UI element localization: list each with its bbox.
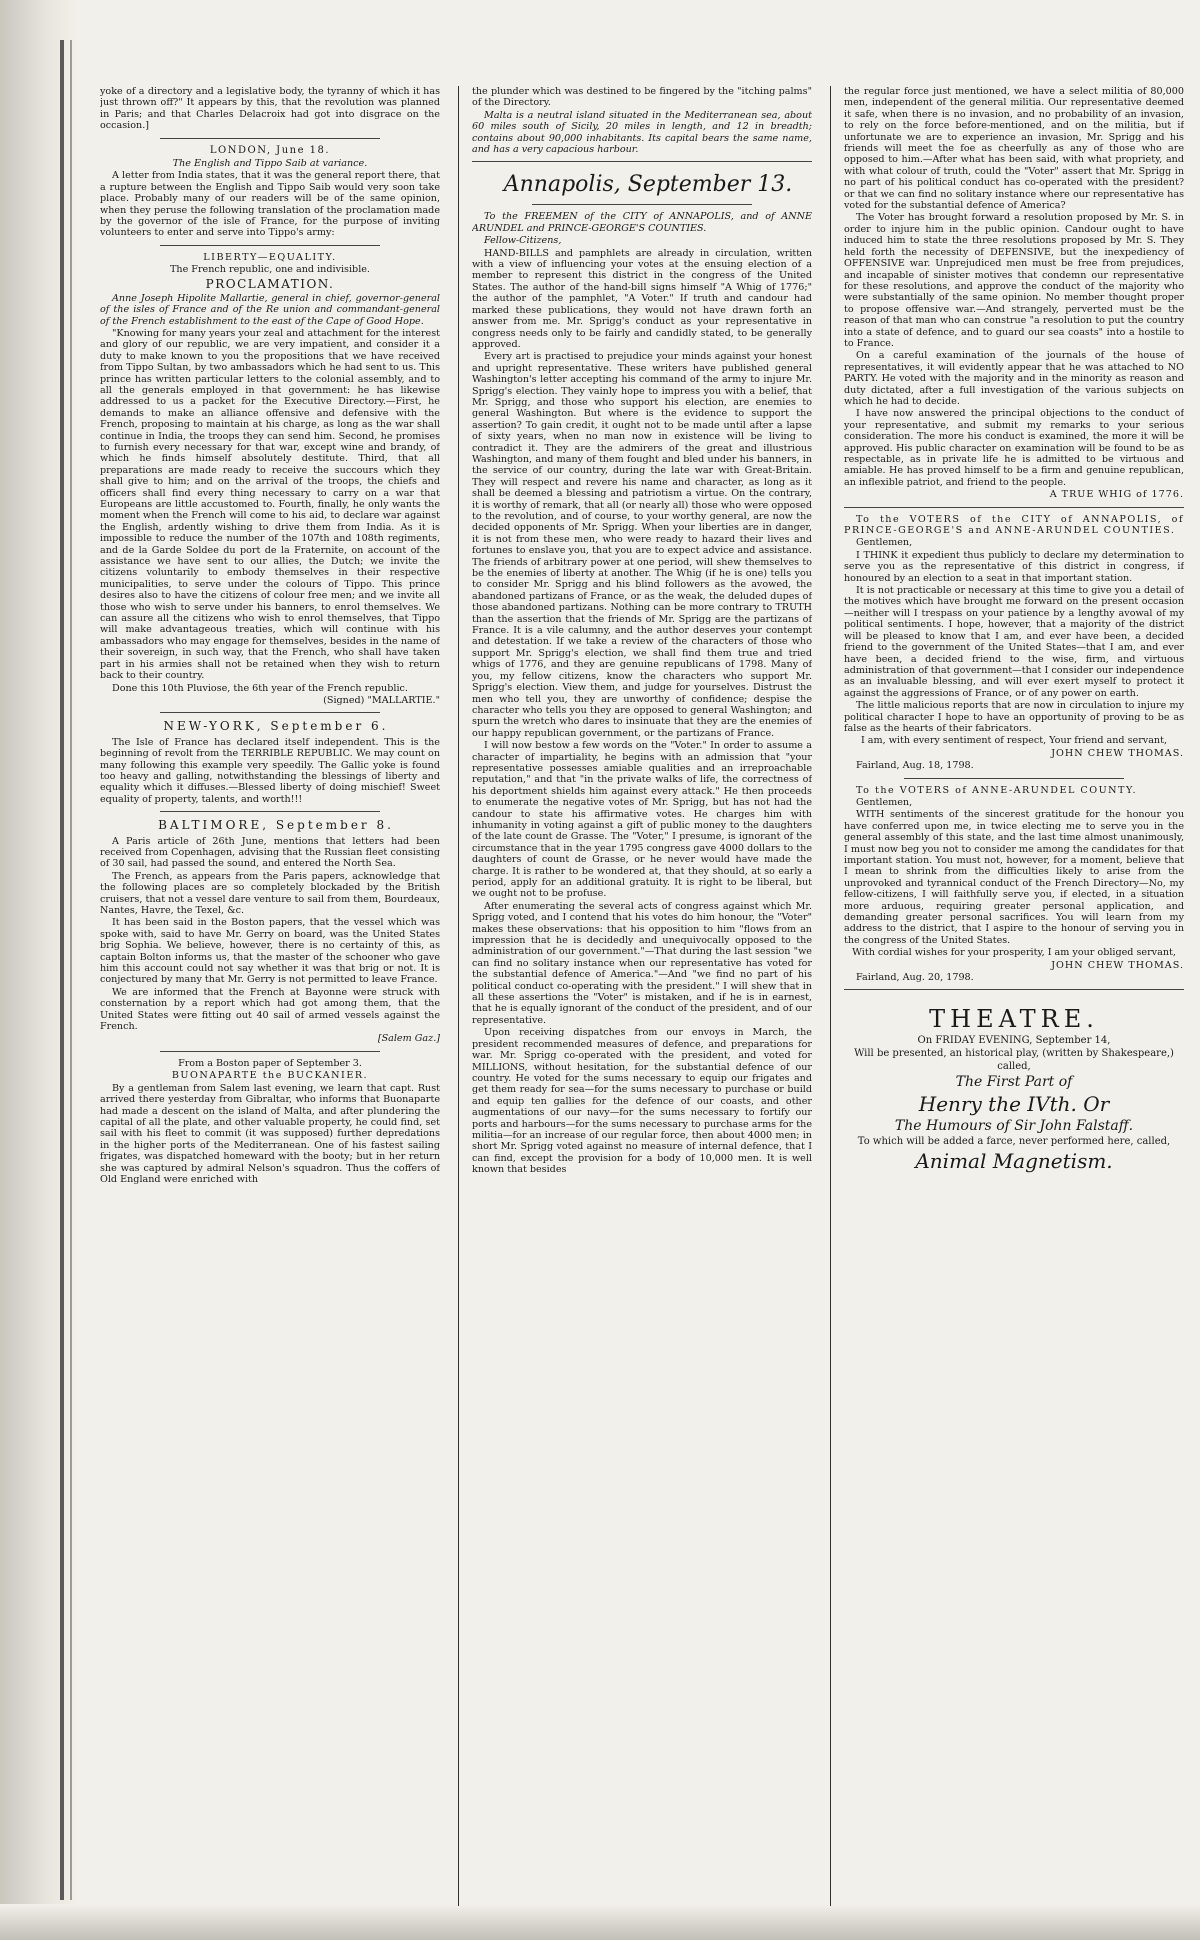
divider <box>844 507 1184 508</box>
subheading: BUONAPARTE the BUCKANIER. <box>171 1070 369 1082</box>
column-2 <box>472 86 812 1906</box>
newspaper-page <box>100 86 1184 1906</box>
signature: (Signed) "MALLARTIE." <box>323 694 440 706</box>
divider <box>472 161 812 162</box>
subheading: From a Boston paper of September 3. <box>178 1057 362 1069</box>
column-lead: yoke of a directory and a legislative body, the tyranny of which it has just thrown off?" It appears by this, that the revolution was planned in Paris; and that Charles Delacroix had got into disgrace on the occasion.] <box>100 86 440 132</box>
motto: LIBERTY—EQUALITY. <box>203 251 337 263</box>
column-rule <box>830 86 831 1906</box>
footnote: Malta is a neutral island situated in the Mediterranean sea, about 60 miles south of Sicily, 20 miles in length, and 12 in breadth; contains about 90,000 inhabitants. Its capital bears the same name, and has a very capacious harbour. <box>472 109 812 156</box>
divider <box>532 204 752 205</box>
paragraph: I THINK it expedient thus publicly to declare my determination to serve you as the representative of this district in congress, if honoured by an election to a seat in that important station. <box>844 549 1184 584</box>
dateline-london: LONDON, June 18. <box>209 144 331 156</box>
dateline-annapolis: Annapolis, September 13. <box>503 172 793 198</box>
paragraph: the regular force just mentioned, we have a select militia of 80,000 men, independent of the general militia. Our representative deemed it safe, when there is no invasion, and no probability of an invasion, to rely on the force before-mentioned, and on the militia, but if unfortunate we are to experience an invasion, Mr. Sprigg and his friends will meet the foe as cheerfully as any of those who are opposed to him.—After what has been said, with what propriety, and with what colour of truth, could the "Voter" assert that Mr. Sprigg in no part of his political conduct has co-operated with the president? or that we can find no solitary instance where our representative has voted for the substantial defence of America? <box>844 86 1184 212</box>
theatre-line: The First Part of <box>955 1074 1073 1091</box>
source-credit: [Salem Gaz.] <box>377 1033 440 1045</box>
paragraph: The little malicious reports that are now in circulation to injure my political character I hope to have an opportunity of proving to be as false as the hearts of their fabricators. <box>844 700 1184 734</box>
subheading: The French republic, one and indivisible. <box>170 264 370 276</box>
column-3 <box>844 86 1184 1906</box>
paragraph: I have now answered the principal objections to the conduct of your representative, and submit my remarks to your serious consideration. The more his conduct is examined, the more it will be approved. His public character on examination will be found to be as respectable, as in private life he is admitted to be virtuous and amiable. He has proved himself to be a firm and genuine republican, an inflexible patriot, and friend to the people. <box>844 408 1184 488</box>
salutation: Gentlemen, <box>856 796 913 808</box>
paragraph: The Isle of France has declared itself independent. This is the beginning of revolt from the TERRIBLE REPUBLIC. We may count on many following this example very speedily. The Gallic yoke is found too heavy and galling, notwithstanding the blessings of liberty and equality which it diffuses.—Blessed liberty of doing mischief! Sweet equality of property, talents, and worth!!! <box>100 736 440 805</box>
closing: I am, with every sentiment of respect, Your friend and servant, <box>860 735 1168 747</box>
paragraph: WITH sentiments of the sincerest gratitude for the honour you have conferred upon me, in twice electing me to serve you in the general assembly of this state, and the last time almost unanimously, I must now beg you not to consider me among the candidates for that important station. You must not, however, for a moment, believe that I mean to shrink from the difficulties likely to arise from the unprovoked and tyrannical conduct of the French Directory—No, my fellow-citizens, I will faithfully serve you, if elected, in a situation more arduous, requiring greater personal application, and demanding greater personal sacrifices. You will learn from my address to the district, that I aspire to the honour of serving you in the congress of the United States. <box>844 809 1184 946</box>
divider <box>160 712 380 713</box>
signature: JOHN CHEW THOMAS. <box>1051 747 1184 759</box>
closing: With cordial wishes for your prosperity, I am your obliged servant, <box>852 947 1176 959</box>
paragraph: Done this 10th Pluviose, the 6th year of the French republic. <box>112 682 408 694</box>
binding-rule-inner <box>70 40 72 1900</box>
paragraph: A letter from India states, that it was the general report there, that a rupture between the English and Tippo Saib would very soon take place. Probably many of our readers will be of the same opinion, when they peruse the following translation of the proclamation made by the governor of the isle of France, for the purpose of inviting volunteers to enter and serve into Tippo's army: <box>100 170 440 239</box>
salutation: Fellow-Citizens, <box>484 235 562 247</box>
paragraph: We are informed that the French at Bayonne were struck with consternation by a report which had got among them, that the United States were fitting out 40 sail of armed vessels against the French. <box>100 986 440 1033</box>
column-rule <box>458 86 459 1906</box>
theatre-title: THEATRE. <box>929 1005 1099 1034</box>
play-subtitle: The Humours of Sir John Falstaff. <box>894 1118 1134 1135</box>
column-1 <box>100 86 440 1906</box>
paragraph: HAND-BILLS and pamphlets are already in circulation, written with a view of influencing your votes at the ensuing election of a member to represent this district in the congress of the United States. The author of the hand-bill signs himself "A Whig of 1776;" the author of the pamphlet, "A Voter." If truth and candour had marked these publications, they would not have drawn forth an answer from me. Mr. Sprigg's conduct as your representative in congress needs only to be fairly and candidly stated, to be generally approved. <box>472 247 812 350</box>
date-line: Fairland, Aug. 20, 1798. <box>856 972 974 984</box>
divider <box>160 138 380 139</box>
paragraph: Anne Joseph Hipolite Mallartie, general in chief, governor-general of the isles of France and of the Re union and commandant-general of the French establishment to the east of the Cape of Good Hope. <box>100 292 440 327</box>
column-lead: the plunder which was destined to be fingered by the "itching palms" of the Directory. <box>472 86 812 109</box>
divider <box>844 989 1184 990</box>
theatre-advertisement <box>844 998 1184 1180</box>
paragraph: The Voter has brought forward a resolution proposed by Mr. S. in order to injure him in the public opinion. Candour ought to have induced him to state the three resolutions proposed by Mr. S. They held forth the necessity of DEFENSIVE, but the inexpediency of OFFENSIVE war. Unprejudiced men must be free from prejudices, and incapable of sinister motives that condemn our representative for these resolutions, and approve the conduct of the majority who were substantially of the same opinion. No member thought proper to propose offensive war.—And strangely, perverted must be the reason of that man who can construe "a resolution to put the country into a state of defence, and to guard our sea coasts" into a hostile to to France. <box>844 212 1184 349</box>
divider <box>160 245 380 246</box>
subheading: The English and Tippo Saib at variance. <box>172 158 368 170</box>
paragraph: By a gentleman from Salem last evening, we learn that capt. Rust arrived there yesterday from Gibraltar, who informs that Buonaparte had made a descent on the island of Malta, and after plundering the capital of all the plate, and other valuable property, he could find, set sail with his fleet to commit (it was supposed) further depredations in the higher ports of the Mediterranean. One of his fastest sailing frigates, was dispatched homeward with the booty; but in her return she was captured by admiral Nelson's squadron. Thus the coffers of Old England were enriched with <box>100 1082 440 1185</box>
divider <box>160 811 380 812</box>
play-title: Henry the IVth. Or <box>918 1092 1110 1117</box>
paragraph: I will now bestow a few words on the "Voter." In order to assume a character of impartiality, he begins with an admission that "your representative possesses amiable qualities and an irreproachable reputation," and that "in the private walks of life, the correctness of his deportment shields him against every attack." He then proceeds to enumerate the negative votes of Mr. Sprigg, but has not had the candour to state his affirmative votes. He charges him with inhumanity in voting against a gift of public money to the daughters of the late count de Grasse. The "Voter," I presume, is ignorant of the circumstance that in the year 1795 congress gave 4000 dollars to the daughters of count de Grasse, or he never would have made the charge. It is rather to be wondered at, that they should, at so early a period, apply for an additional gratuity. It is right to be liberal, but we ought not to be profuse. <box>472 740 812 900</box>
scan-bottom-edge <box>0 1904 1200 1940</box>
proclamation-heading: PROCLAMATION. <box>205 276 335 291</box>
scan-left-edge <box>0 0 78 1940</box>
address-heading: To the VOTERS of the CITY of ANNAPOLIS, of PRINCE-GEORGE'S and ANNE-ARUNDEL COUNTIES. <box>844 513 1184 537</box>
paragraph: It is not practicable or necessary at this time to give you a detail of the motives which have brought me forward on the present occasion—neither will I trespass on your patience by a lengthy avowal of my political sentiments. I hope, however, that a majority of the district will be pleased to know that I am, and ever have been, a decided friend to the government of the United States—that I am, and ever have been, a decided friend to the wise, firm, and virtuous administration of that government—that I consider our independence as an invaluable blessing, and will ever exert myself to protect it against the aggressions of France, or of any power on earth. <box>844 585 1184 699</box>
theatre-line: To which will be added a farce, never performed here, called, <box>857 1136 1171 1148</box>
signature: JOHN CHEW THOMAS. <box>1051 959 1184 971</box>
paragraph: After enumerating the several acts of congress against which Mr. Sprigg voted, and I contend that his votes do him honour, the "Voter" makes these observations: that his opposition to him "flows from an impression that he is decidedly and unequivocally opposed to the administration of our government."—That during the last session "we can find no solitary instance when our representative has voted for the substantial defence of America."—And "we find no part of his political conduct co-operating with the president." I will shew that in all these assertions the "Voter" is mistaken, and if he is in earnest, that he is equally ignorant of the conduct of the president, and of our representative. <box>472 900 812 1026</box>
salutation: Gentlemen, <box>856 537 913 549</box>
address-heading: To the FREEMEN of the CITY of ANNAPOLIS, and of ANNE ARUNDEL and PRINCE-GEORGE'S COUNTIES. <box>472 211 812 234</box>
paragraph: "Knowing for many years your zeal and attachment for the interest and glory of our republic, we are very impatient, and consider it a duty to make known to you the propositions that we have received from Tippo Sultan, by two ambassadors which he had sent to us. This prince has written particular letters to the colonial assembly, and to all the generals employed in that government: he has likewise addressed to us a packet for the Executive Directory.—First, he demands to make an alliance offensive and defensive with the French, proposing to maintain at his charge, as long as the war shall continue in India, the troops they can send him. Second, he promises to furnish every necessary for that war, except wine and brandy, of which he finds himself absolutely destitute. Third, that all preparations are made ready to receive the succours which they shall give to him; and on the arrival of the troops, the chiefs and officers shall find every thing necessary to carry on a war that Europeans are little accustomed to. Fourth, finally, he only wants the moment when the French will come to his aid, to declare war against the English, ardently wishing to drive them from India. As it is impossible to reduce the number of the 107th and 108th regiments, and de la Garde Soldee du port de la Fraternite, on account of the assistance we have sent to our allies, the Dutch; we invite the citizens voluntarily to embody themselves in their respective municipalities, to serve under the colours of Tippo. This prince desires also to have the citizens of colour free men; and we invite all those who wish to serve under his banners, to enrol themselves. We can assure all the citizens who wish to enrol themselves, that Tippo will make advantageous treaties, which will continue with his ambassadors who may engage for themselves, besides in the name of their sovereign, in such way, that the French, who shall have taken part in his armies shall not be retained when they wish to return back to their country. <box>100 327 440 682</box>
address-heading: To the VOTERS of ANNE-ARUNDEL COUNTY. <box>856 784 1138 796</box>
paragraph: It has been said in the Boston papers, that the vessel which was spoke with, said to have Mr. Gerry on board, was the United States brig Sophia. We believe, however, there is no certainty of this, as captain Bolton informs us, that the master of the schooner who gave him this account could not say whether it was that brig or not. It is conjectured by many that Mr. Gerry is not permitted to leave France. <box>100 917 440 986</box>
signature: A TRUE WHIG of 1776. <box>1049 489 1184 501</box>
divider <box>160 1051 380 1052</box>
dateline-new-york: NEW-YORK, September 6. <box>163 719 389 734</box>
paragraph: A Paris article of 26th June, mentions that letters had been received from Copenhagen, advising that the Russian fleet consisting of 30 sail, had passed the sound, and entered the North Sea. <box>100 835 440 870</box>
paragraph: The French, as appears from the Paris papers, acknowledge that the following places are so completely blockaded by the British cruisers, that not a vessel dare venture to sail from them, Bourdeaux, Nantes, Havre, the Texel, &c. <box>100 870 440 916</box>
divider <box>904 778 1124 779</box>
farce-title: Animal Magnetism. <box>915 1149 1113 1174</box>
dateline-baltimore: BALTIMORE, September 8. <box>158 818 394 833</box>
theatre-line: Will be presented, an historical play, (written by Shakespeare,) called, <box>854 1048 1174 1073</box>
paragraph: Upon receiving dispatches from our envoys in March, the president recommended measures of defence, and preparations for war. Mr. Sprigg co-operated with the president, and voted for MILLIONS, without hesitation, for the substantial defence of our country. He voted for the sums necessary to equip our frigates and get them ready for sea—for the sums necessary to purchase or build and equip ten gallies for the defence of our coasts, and other augmentations of our navy—for the sums necessary to fortify our ports and harbours—for the sums necessary to purchase arms for the militia—for an increase of our regular force, then about 4000 men; in short Mr. Sprigg voted against no measure of internal defence, that I can find, except the provision for a body of 10,000 men. It is well known that besides <box>472 1027 812 1176</box>
theatre-date: On FRIDAY EVENING, September 14, <box>917 1035 1111 1047</box>
paragraph: On a careful examination of the journals of the house of representatives, it will evidently appear that he was attached to NO PARTY. He voted with the majority and in the minority as reason and duty dictated, after a full investigation of the various subjects on which he had to decide. <box>844 350 1184 407</box>
date-line: Fairland, Aug. 18, 1798. <box>856 760 974 772</box>
paragraph: Every art is practised to prejudice your minds against your honest and upright representative. These writers have published general Washington's letter accepting his command of the army to injure Mr. Sprigg's election. They vainly hope to impress you with a belief, that Mr. Sprigg, and those who support his election, are enemies to general Washington. But where is the evidence to support the assertion? To gain credit, it ought not to be made until after a lapse of sixty years, when no man now in existence will be living to contradict it. They are the admirers of the great and illustrious Washington, and many of them fought and bled under his banners, in the service of our country, during the late war with Great-Britain. They will respect and revere his name and character, as long as it shall be deemed a blessing and patriotism a virtue. On the contrary, it is worthy of remark, that all (or nearly all) those who were opposed to the revolution, and of course, to your worthy general, are now the decided opponents of Mr. Sprigg. When your liberties are in danger, it is not from these men, who were ready to hazard their lives and fortunes to enslave you, that you are to expect advice and assistance. The friends of arbitrary power at one period, will shew themselves to be the enemies of liberty at another. The Whig (if he is one) tells you to consider Mr. Sprigg and his blind followers as the avowed, the abandoned partizans of France, or as the weak, the deluded dupes of those abandoned partizans. Nothing can be more contrary to TRUTH than the assertion that the friends of Mr. Sprigg are the partizans of France. It is a vile calumny, and the author deserves your contempt and detestation. If we take a review of the characters of those who support Mr. Sprigg's election, we shall find them true and tried whigs of 1776, and they are genuine republicans of 1798. Many of you, my fellow citizens, know the characters who support Mr. Sprigg's election. View them, and judge for yourselves. Distrust the men who tell you, they are unworthy of confidence; despise the character who tells you they are opposed to general Washington; and spurn the wretch who dares to insinuate that they are the enemies of our happy republican government, or the partizans of France. <box>472 351 812 739</box>
binding-rule <box>60 40 64 1900</box>
